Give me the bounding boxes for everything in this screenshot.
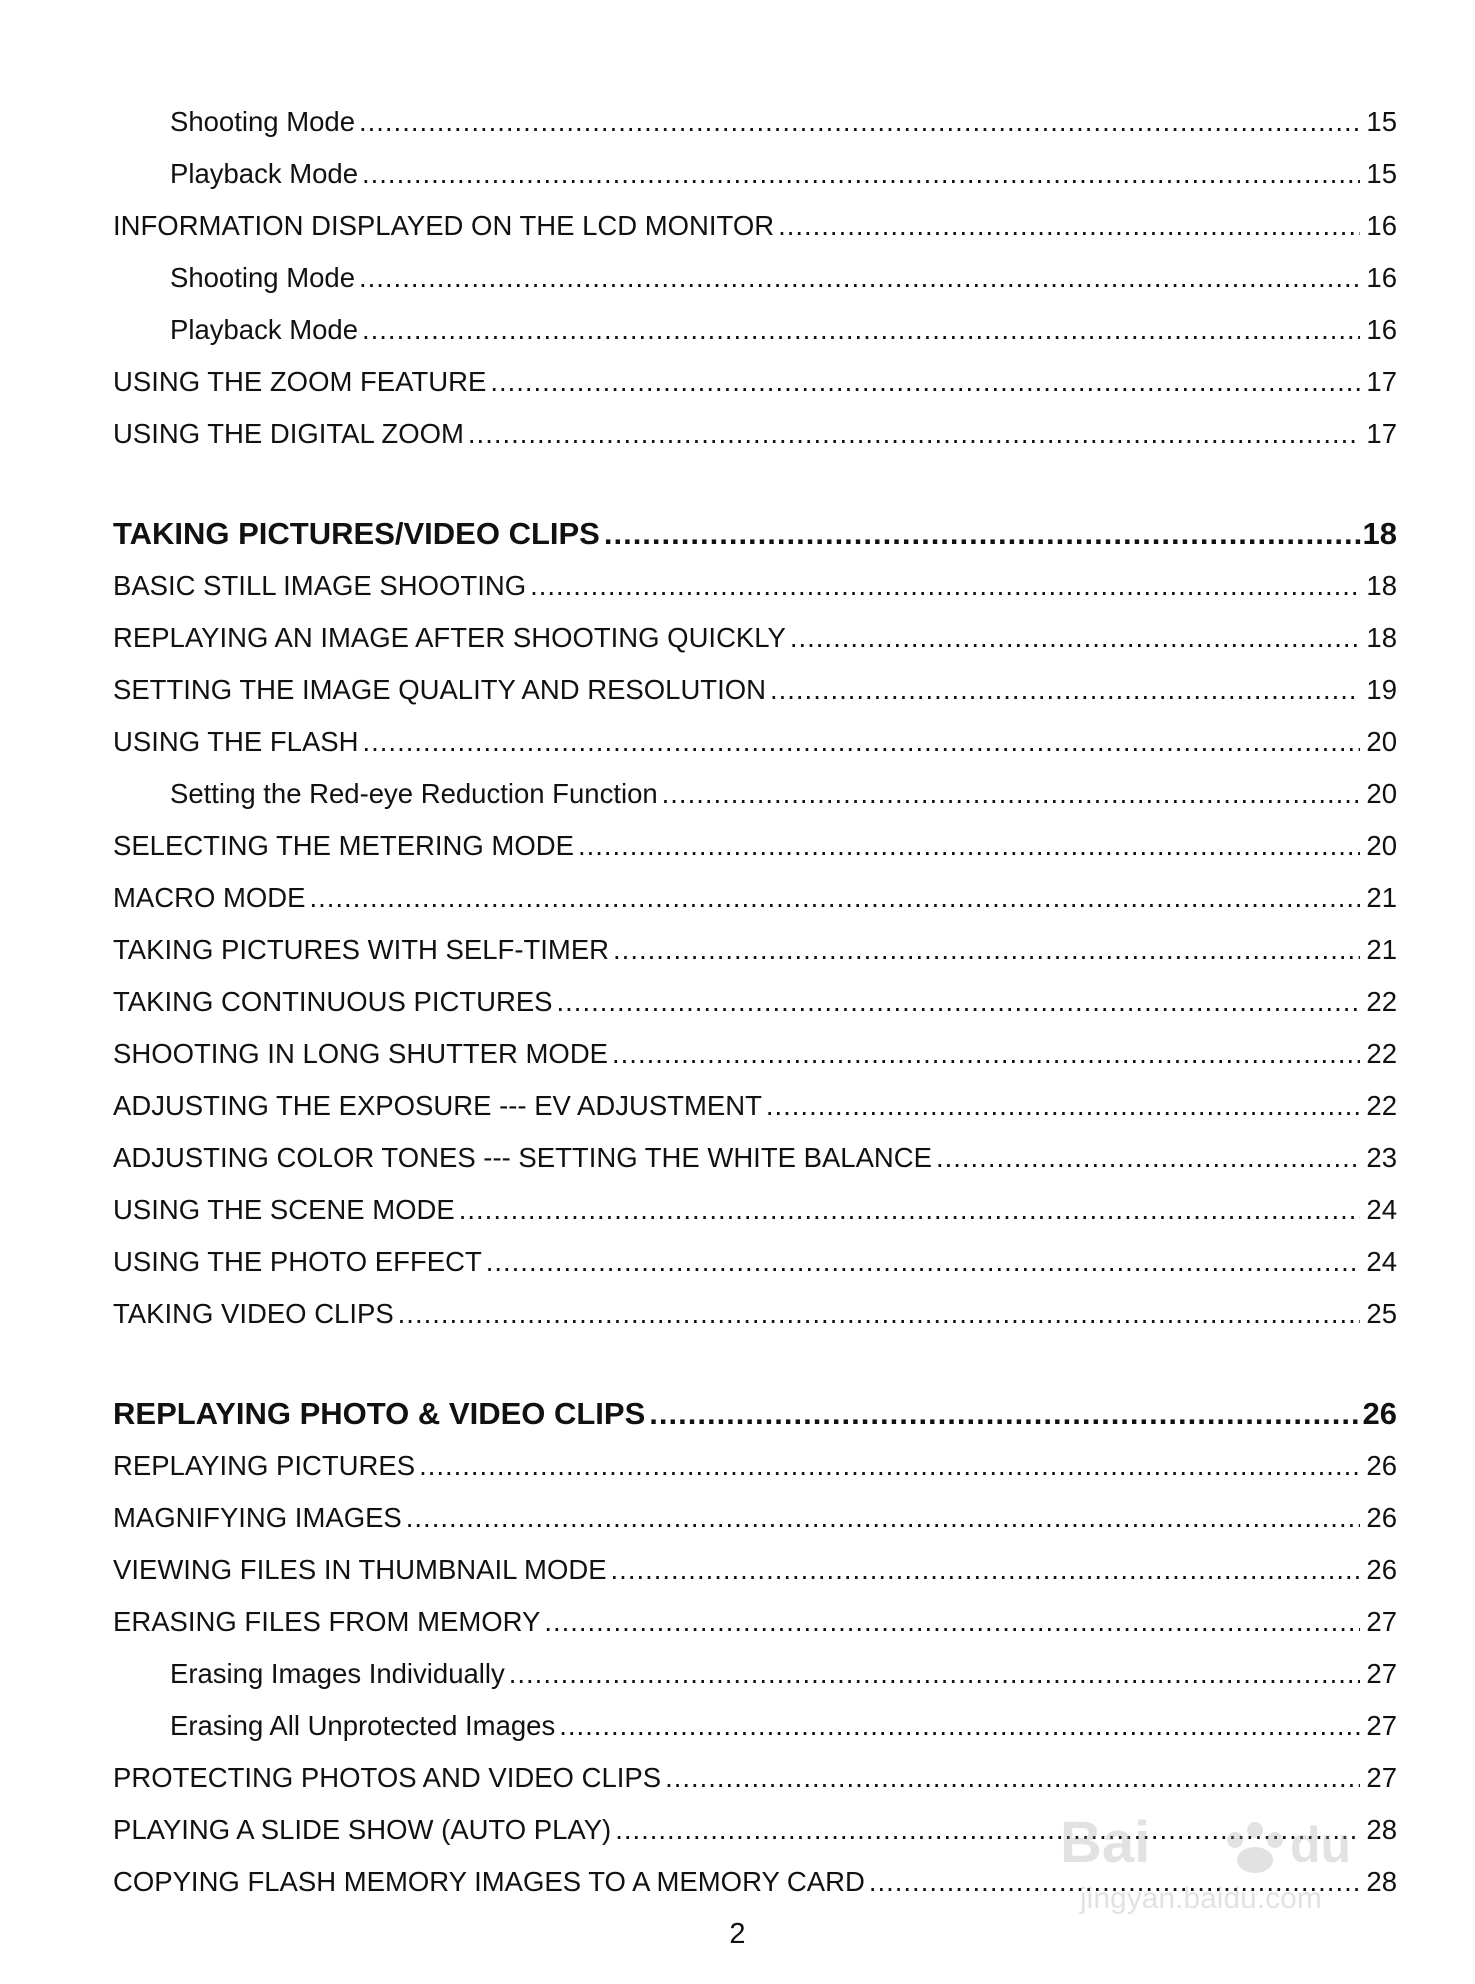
dot-leader: [406, 1492, 1361, 1544]
toc-entry-page: 20: [1366, 778, 1397, 809]
dot-leader: [559, 1700, 1360, 1752]
toc-entry-title: Shooting Mode: [170, 106, 355, 137]
toc-entry-title: BASIC STILL IMAGE SHOOTING: [113, 570, 527, 601]
toc-entry-title: REPLAYING PHOTO & VIDEO CLIPS: [113, 1396, 646, 1431]
svg-text:du: du: [1290, 1817, 1352, 1873]
dot-leader: [468, 408, 1360, 460]
dot-leader: [359, 252, 1360, 304]
toc-entry: [113, 1596, 1397, 1648]
toc-entry: [113, 1544, 1397, 1596]
dot-leader: [310, 872, 1361, 924]
dot-leader: [359, 96, 1360, 148]
toc-entry: [113, 612, 1397, 664]
toc-entry-title: SETTING THE IMAGE QUALITY AND RESOLUTION: [113, 674, 766, 705]
toc-entry: [113, 1288, 1397, 1340]
toc-entry-title: Erasing All Unprotected Images: [170, 1710, 556, 1741]
toc-entry-title: TAKING VIDEO CLIPS: [113, 1298, 394, 1329]
toc-entry-page: 15: [1366, 158, 1397, 189]
toc-entry-page: 24: [1366, 1194, 1397, 1225]
dot-leader: [790, 612, 1361, 664]
toc-entry-title: USING THE SCENE MODE: [113, 1194, 455, 1225]
toc-entry: [113, 716, 1397, 768]
toc-entry-title: TAKING CONTINUOUS PICTURES: [113, 986, 553, 1017]
toc-entry: [113, 1028, 1397, 1080]
toc-entry-title: Playback Mode: [170, 314, 359, 345]
toc-entry: [113, 148, 1397, 200]
dot-leader: [398, 1288, 1361, 1340]
dot-leader: [490, 356, 1360, 408]
toc-entry-title: PROTECTING PHOTOS AND VIDEO CLIPS: [113, 1762, 662, 1793]
toc-entry-page: 18: [1362, 516, 1397, 551]
toc-entry-page: 28: [1366, 1814, 1397, 1845]
toc-entry-title: VIEWING FILES IN THUMBNAIL MODE: [113, 1554, 607, 1585]
dot-leader: [530, 560, 1360, 612]
dot-leader: [486, 1236, 1361, 1288]
toc-entry-title: Setting the Red-eye Reduction Function: [170, 778, 658, 809]
dot-leader: [778, 200, 1360, 252]
toc-entry-page: 17: [1366, 366, 1397, 397]
toc-entry-title: MACRO MODE: [113, 882, 306, 913]
dot-leader: [578, 820, 1360, 872]
toc-entry-page: 16: [1366, 314, 1397, 345]
toc-entry-page: 20: [1366, 830, 1397, 861]
toc-entry-title: Erasing Images Individually: [170, 1658, 505, 1689]
dot-leader: [649, 1388, 1360, 1440]
dot-leader: [557, 976, 1361, 1028]
toc-entry: [113, 1440, 1397, 1492]
toc-entry-title: USING THE DIGITAL ZOOM: [113, 418, 464, 449]
toc-entry: [113, 768, 1397, 820]
dot-leader: [770, 664, 1360, 716]
toc-entry: [113, 200, 1397, 252]
dot-leader: [419, 1440, 1360, 1492]
dot-leader: [544, 1596, 1360, 1648]
dot-leader: [612, 1028, 1360, 1080]
toc-entry: [113, 872, 1397, 924]
toc-entry-page: 25: [1366, 1298, 1397, 1329]
toc-entry-page: 27: [1366, 1606, 1397, 1637]
toc-entry-page: 23: [1366, 1142, 1397, 1173]
toc-entry: [113, 1184, 1397, 1236]
toc-entry-title: USING THE FLASH: [113, 726, 359, 757]
svg-text:jingyan.baidu.com: jingyan.baidu.com: [1080, 1882, 1322, 1915]
toc-entry-title: TAKING PICTURES WITH SELF-TIMER: [113, 934, 610, 965]
dot-leader: [613, 924, 1360, 976]
toc-entry-title: PLAYING A SLIDE SHOW (AUTO PLAY): [113, 1814, 612, 1845]
dot-leader: [362, 304, 1360, 356]
toc-entry-page: 18: [1366, 622, 1397, 653]
dot-leader: [766, 1080, 1361, 1132]
toc-entry-title: TAKING PICTURES/VIDEO CLIPS: [113, 516, 600, 551]
toc-entry: [113, 252, 1397, 304]
toc-entry-page: 28: [1366, 1866, 1397, 1897]
dot-leader: [459, 1184, 1361, 1236]
toc-entry-page: 20: [1366, 726, 1397, 757]
toc-entry: [113, 924, 1397, 976]
page-number: 2: [729, 1918, 746, 1950]
dot-leader: [665, 1752, 1360, 1804]
toc-entry-title: USING THE ZOOM FEATURE: [113, 366, 487, 397]
toc-entry-page: 27: [1366, 1762, 1397, 1793]
toc-entry-page: 27: [1366, 1658, 1397, 1689]
toc-entry: [113, 820, 1397, 872]
toc-entry: [113, 1132, 1397, 1184]
toc-entry-page: 22: [1366, 986, 1397, 1017]
toc-entry-page: 19: [1366, 674, 1397, 705]
toc-entry: [113, 408, 1397, 460]
toc-entry-title: INFORMATION DISPLAYED ON THE LCD MONITOR: [113, 210, 775, 241]
toc-entry-page: 18: [1366, 570, 1397, 601]
toc-entry-page: 15: [1366, 106, 1397, 137]
toc-entry-title: Playback Mode: [170, 158, 359, 189]
dot-leader: [611, 1544, 1361, 1596]
toc-entry: [113, 304, 1397, 356]
table-of-contents: [113, 96, 1397, 1908]
toc-entry-page: 26: [1366, 1450, 1397, 1481]
dot-leader: [363, 716, 1361, 768]
toc-entry-title: REPLAYING PICTURES: [113, 1450, 416, 1481]
toc-entry-page: 22: [1366, 1090, 1397, 1121]
toc-entry-title: ADJUSTING THE EXPOSURE --- EV ADJUSTMENT: [113, 1090, 762, 1121]
toc-entry-title: ADJUSTING COLOR TONES --- SETTING THE WHITE BALANCE: [113, 1142, 932, 1173]
toc-entry-page: 26: [1366, 1554, 1397, 1585]
toc-entry-page: 24: [1366, 1246, 1397, 1277]
toc-entry: [113, 1700, 1397, 1752]
dot-leader: [604, 508, 1361, 560]
toc-entry: [113, 356, 1397, 408]
toc-entry-title: SELECTING THE METERING MODE: [113, 830, 574, 861]
toc-entry-page: 22: [1366, 1038, 1397, 1069]
toc-entry: [113, 1648, 1397, 1700]
toc-entry-page: 21: [1366, 882, 1397, 913]
toc-entry-title: REPLAYING AN IMAGE AFTER SHOOTING QUICKLY: [113, 622, 786, 653]
dot-leader: [869, 1856, 1361, 1908]
toc-entry-page: 21: [1366, 934, 1397, 965]
toc-section-heading: [113, 1388, 1397, 1440]
toc-entry-page: 16: [1366, 262, 1397, 293]
toc-entry: [113, 1856, 1397, 1908]
toc-entry: [113, 1804, 1397, 1856]
toc-entry: [113, 1080, 1397, 1132]
dot-leader: [615, 1804, 1360, 1856]
toc-entry-page: 26: [1362, 1396, 1397, 1431]
toc-entry-page: 16: [1366, 210, 1397, 241]
svg-text:Bai: Bai: [1060, 1810, 1151, 1875]
toc-entry: [113, 664, 1397, 716]
toc-entry: [113, 1492, 1397, 1544]
dot-leader: [509, 1648, 1361, 1700]
dot-leader: [362, 148, 1360, 200]
toc-entry-title: Shooting Mode: [170, 262, 355, 293]
toc-entry-page: 27: [1366, 1710, 1397, 1741]
dot-leader: [936, 1132, 1360, 1184]
toc-entry: [113, 1236, 1397, 1288]
toc-entry-page: 17: [1366, 418, 1397, 449]
toc-entry-title: COPYING FLASH MEMORY IMAGES TO A MEMORY CARD: [113, 1866, 865, 1897]
toc-entry-title: SHOOTING IN LONG SHUTTER MODE: [113, 1038, 609, 1069]
toc-entry-title: MAGNIFYING IMAGES: [113, 1502, 402, 1533]
toc-entry: [113, 560, 1397, 612]
toc-entry: [113, 976, 1397, 1028]
toc-entry-title: USING THE PHOTO EFFECT: [113, 1246, 482, 1277]
toc-entry: [113, 96, 1397, 148]
dot-leader: [662, 768, 1361, 820]
toc-entry-title: ERASING FILES FROM MEMORY: [113, 1606, 541, 1637]
toc-entry-page: 26: [1366, 1502, 1397, 1533]
toc-section-heading: [113, 508, 1397, 560]
toc-entry: [113, 1752, 1397, 1804]
